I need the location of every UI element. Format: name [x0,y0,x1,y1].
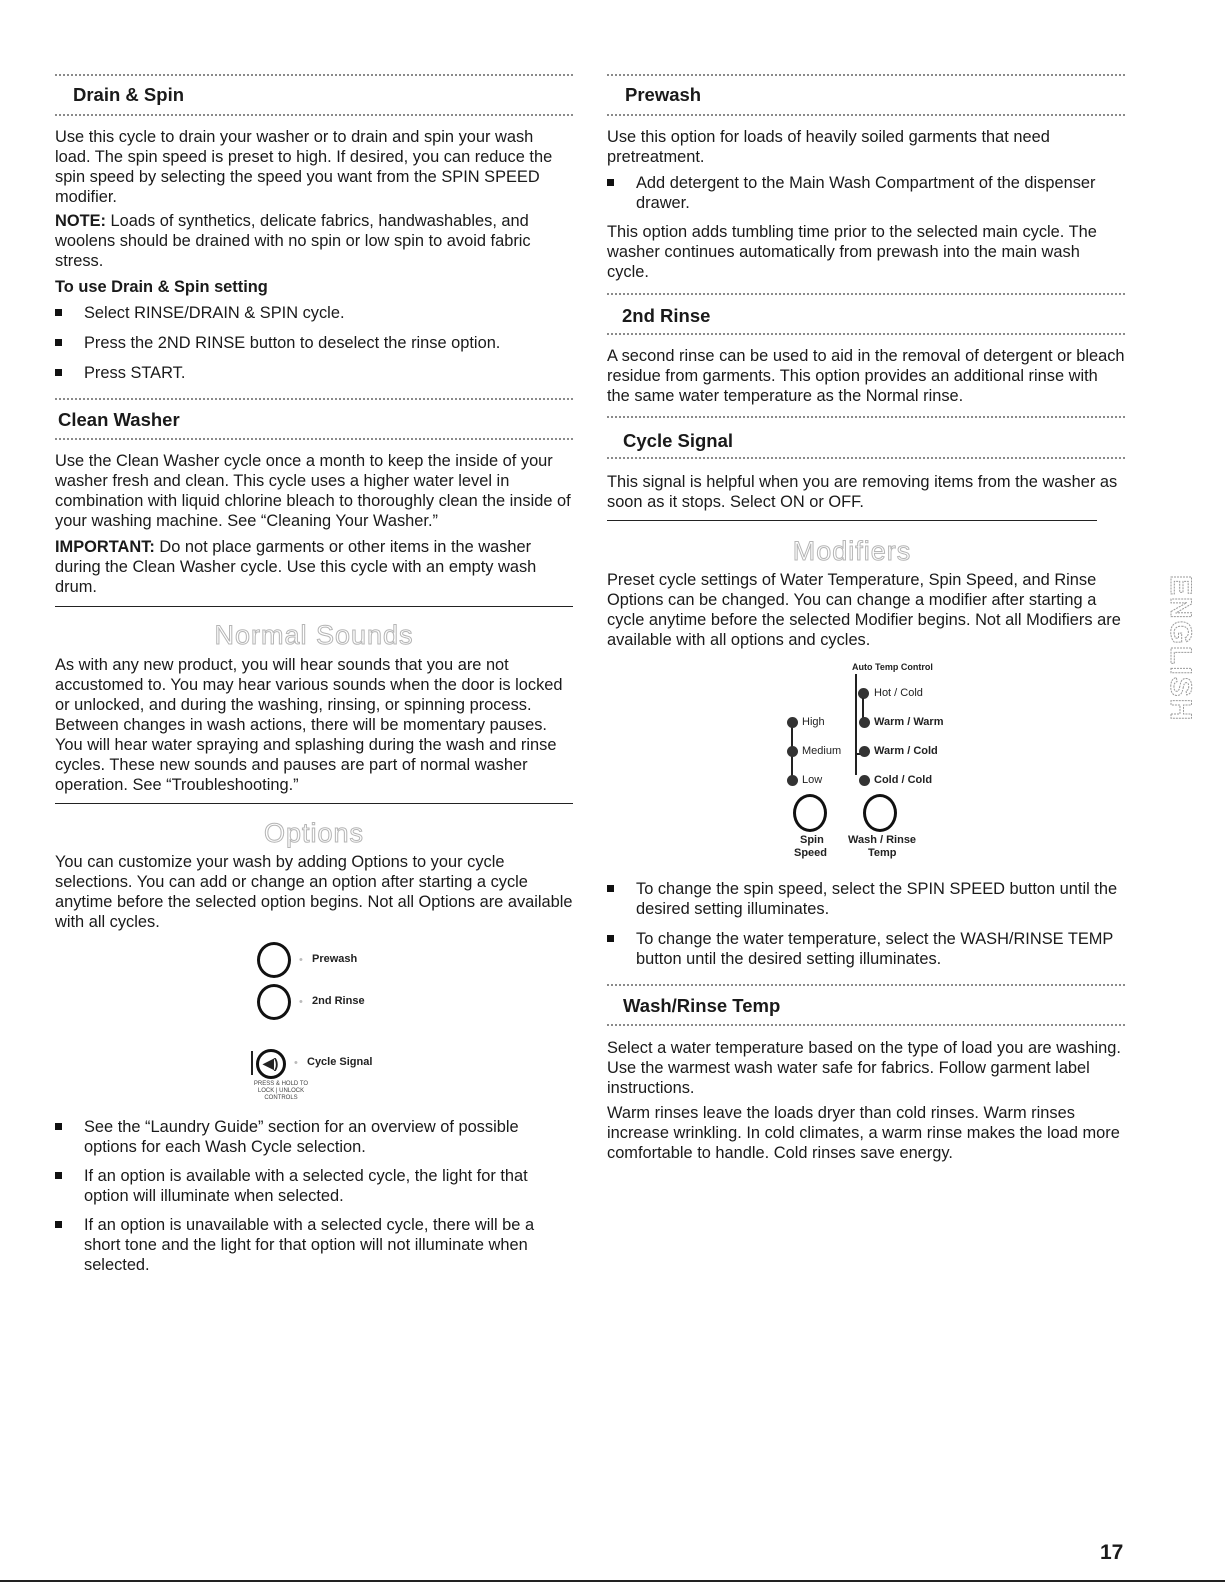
led-icon [859,775,870,786]
svg-text:ENGLISH: ENGLISH [1164,575,1197,723]
drain-spin-subhead: To use Drain & Spin setting [55,278,268,296]
section-rule [607,416,1125,418]
prewash-button-icon [257,942,291,978]
led-icon [859,717,870,728]
second-rinse-heading: 2nd Rinse [622,305,711,326]
normal-sounds-heading: Normal Sounds [214,620,414,650]
list-item: Press START. [55,363,573,385]
section-rule [607,457,1125,459]
normal-sounds-paragraph: As with any new product, you will hear sounds that you are not accustomed to. You may hear various sounds when the door is locked or unlocked, and during the washing, rinsing, or spinning process. Between changes in wash actions, there will be momentary pauses. You will hear water spraying and splashing during the wash and rinse cycles. These new sounds and pauses are part of normal washer operation. See “Troubleshooting.” [55,656,563,794]
section-rule [607,984,1125,986]
led-icon [787,717,798,728]
temp-bracket [855,674,857,775]
language-side-tab [1158,570,1197,795]
page-bottom-border [0,1580,1225,1582]
drain-spin-note [55,211,573,271]
led-icon [787,775,798,786]
prewash-paragraph: Use this option for loads of heavily soiled garments that need pretreatment. [607,128,1050,166]
second-rinse-button-icon [257,984,291,1020]
cycle-signal-heading: Cycle Signal [623,430,734,451]
section-rule [607,74,1125,76]
spin-speed-button-icon [793,794,827,832]
modifiers-panel-diagram [782,660,982,865]
medium-label: Medium [802,745,842,757]
section-divider [55,803,573,804]
spin-label: Spin [800,834,824,846]
english-tab-icon [1158,570,1197,795]
page-number: 17 [1100,1541,1124,1564]
prewash-paragraph-2: This option adds tumbling time prior to the selected main cycle. The washer continues automatically from prewash into the main wash cycle. [607,223,1097,281]
section-rule [55,74,573,76]
wash-rinse-temp-button-icon [863,794,897,832]
prewash-heading: Prewash [625,84,702,105]
clean-washer-important [55,537,573,597]
important-text: Do not place garments or other items in the washer during the Clean Washer cycle. Use this cycle with an empty wash drum. [55,538,537,596]
lock-bracket [251,1051,253,1075]
section-rule [55,114,573,116]
lock-controls-label: PRESS & HOLD TO LOCK | UNLOCK CONTROLS [253,1081,309,1101]
led-icon: • [299,996,303,1008]
hot-cold-label: Hot / Cold [874,687,923,699]
cycle-signal-label: Cycle Signal [307,1056,373,1068]
temp-bracket [862,698,864,718]
wash-rinse-temp-heading: Wash/Rinse Temp [623,995,781,1016]
wash-rinse-label: Wash / Rinse [848,834,917,846]
cold-cold-label: Cold / Cold [874,774,933,786]
modifiers-paragraph: Preset cycle settings of Water Temperature, Spin Speed, and Rinse Options can be changed. You can change a modifier after starting a cycle anytime before the selected Modifier begins. Not all Modifiers are available with all options and cycles. [607,571,1121,649]
wash-rinse-temp-paragraph-2: Warm rinses leave the loads dryer than cold rinses. Warm rinses increase wrinkling. In cold climates, a warm rinse makes the load more comfortable to handle. Cold rinses save energy. [607,1104,1120,1162]
warm-cold-label: Warm / Cold [874,745,938,757]
section-rule [607,1024,1125,1026]
led-icon [859,746,870,757]
clean-washer-paragraph: Use the Clean Washer cycle once a month to keep the inside of your washer fresh and clean. This cycle uses a higher water level in combination with liquid chlorine bleach to thoroughly clean the inside of your washing machine. See “Cleaning Your Washer.” [55,452,571,530]
high-label: High [802,716,825,728]
clean-washer-heading: Clean Washer [58,409,180,430]
section-rule [55,398,573,400]
low-label: Low [802,774,823,786]
modifiers-heading: Modifiers [792,536,912,566]
led-icon [787,746,798,757]
speaker-icon: ◀) [263,1055,279,1071]
note-text: Loads of synthetics, delicate fabrics, handwashables, and woolens should be drained with no spin or low spin to avoid fabric stress. [55,212,531,270]
list-item: If an option is available with a selected cycle, the light for that option will illuminate when selected. [55,1166,573,1210]
speed-label: Speed [794,847,828,859]
section-rule [607,333,1125,335]
options-paragraph: You can customize your wash by adding Options to your cycle selections. You can add or change an option after starting a cycle anytime before the selected option begins. Not all Options are available with all cycles. [55,853,573,931]
section-rule [607,293,1125,295]
section-divider [55,606,573,607]
prewash-label: Prewash [312,953,358,965]
drain-spin-paragraph: Use this cycle to drain your washer or to drain and spin your wash load. The spin speed is preset to high. If desired, you can reduce the spin speed by selecting the speed you want from the SPIN SPEED modifier. [55,128,553,206]
cycle-signal-diagram [251,1045,471,1105]
cycle-signal-paragraph: This signal is helpful when you are removing items from the washer as soon as it stops. Select ON or OFF. [607,473,1118,511]
second-rinse-paragraph: A second rinse can be used to aid in the removal of detergent or bleach residue from garments. This option provides an additional rinse with the same water temperature as the Normal rinse. [607,347,1125,405]
list-item: If an option is unavailable with a selected cycle, there will be a short tone and the light for that option will not illuminate when selected. [55,1215,573,1279]
list-item: To change the water temperature, select the WASH/RINSE TEMP button until the desired setting illuminates. [607,929,1125,973]
list-item: See the “Laundry Guide” section for an overview of possible options for each Wash Cycle selection. [55,1117,573,1161]
led-icon: • [294,1057,298,1069]
auto-temp-label: Auto Temp Control [852,662,933,672]
important-label: IMPORTANT: [55,538,155,556]
list-item: Press the 2ND RINSE button to deselect the rinse option. [55,333,573,355]
temp-label: Temp [868,847,897,859]
options-panel-diagram [245,942,445,1042]
list-item: Add detergent to the Main Wash Compartment of the dispenser drawer. [607,173,1125,217]
section-rule [607,114,1125,116]
list-item: Select RINSE/DRAIN & SPIN cycle. [55,303,573,325]
options-heading: Options [263,818,365,848]
wash-rinse-temp-paragraph: Select a water temperature based on the type of load you are washing. Use the warmest wash water safe for fabrics. Follow garment label instructions. [607,1039,1121,1097]
list-item: To change the spin speed, select the SPIN SPEED button until the desired setting illuminates. [607,879,1125,923]
second-rinse-label: 2nd Rinse [312,995,365,1007]
section-rule [55,438,573,440]
warm-warm-label: Warm / Warm [874,716,944,728]
led-icon: • [299,954,303,966]
section-divider [607,520,1097,521]
drain-spin-heading: Drain & Spin [73,84,185,105]
note-label: NOTE: [55,212,106,230]
